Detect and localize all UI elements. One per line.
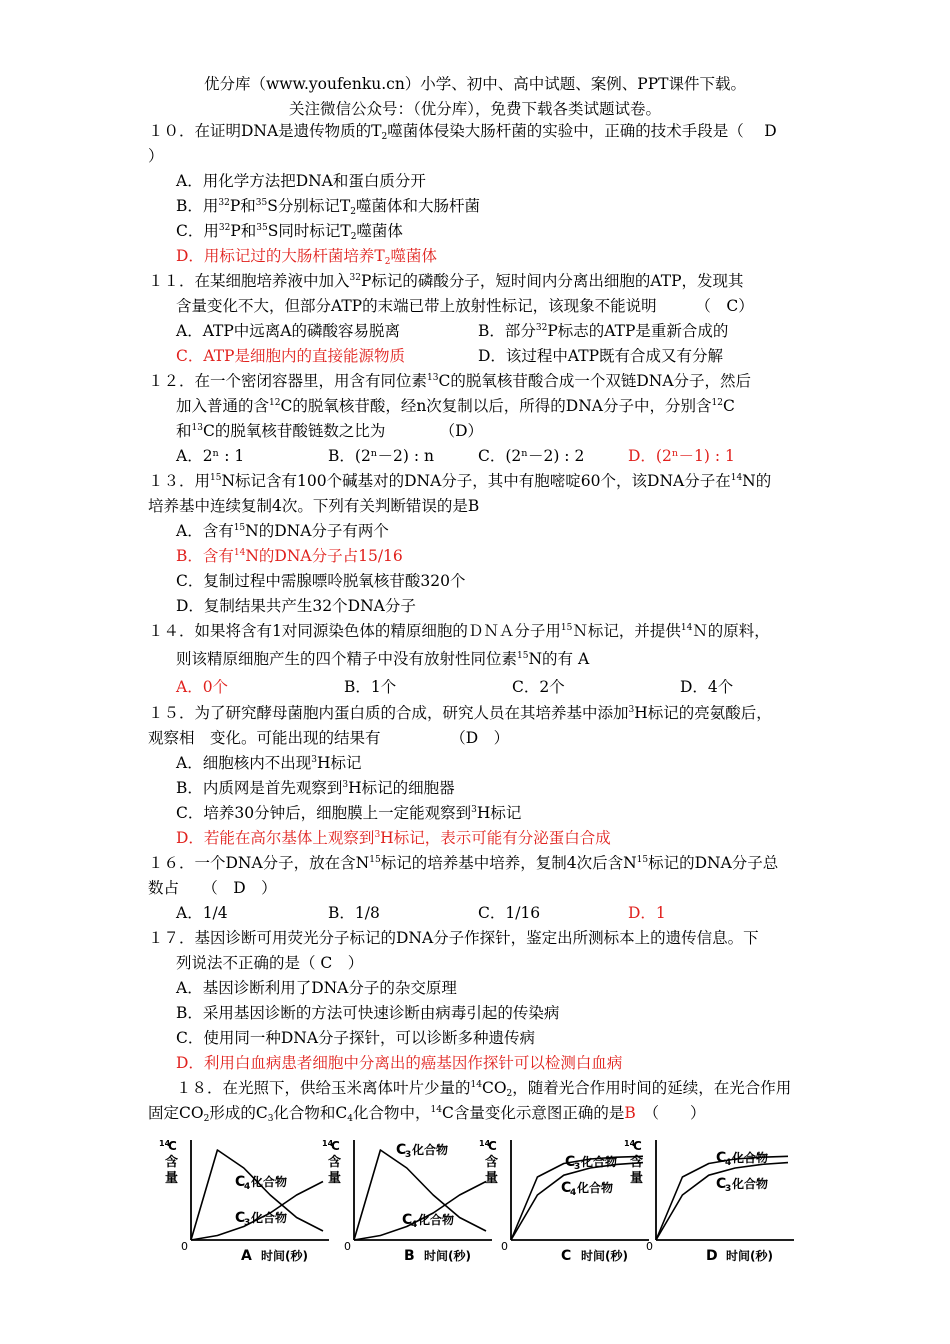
q18-stem-cont: 固定$CO_2$形成的$C_3$化合物和$C_4$化合物中，$^{14}$C含量变化示意图正确的是B （ ） [148,1104,706,1124]
series-line-1 [656,1156,788,1240]
y-axis-label-c: C [488,1139,497,1153]
q18-stem: １８．在光照下，供给玉米离体叶片少量的$^{14}CO_2$，随着光合作用时间的延续，在光合作用 [176,1079,792,1099]
panel-letter: B [404,1248,415,1262]
panel-letter: A [241,1248,252,1262]
series-label-c4-text: 化合物 [251,1175,288,1189]
series-label-c3-sub: 3 [574,1162,581,1172]
x-axis-label: 时间(秒) [581,1249,628,1262]
q11-option-a: A．ATP中远离A的磷酸容易脱离 [176,322,401,340]
q14-option-c: C．2个 [512,678,565,696]
series-label-c4-sub: 4 [570,1188,577,1198]
y-axis-label-char1: 含 [328,1155,342,1170]
series-label-c3-letter: C [235,1210,246,1226]
chart-panel-a [155,1132,335,1262]
series-line-1 [191,1150,323,1240]
series-label-c4-sub: 4 [411,1220,418,1230]
q17-option-d: D．利用白血病患者细胞中分离出的癌基因作探针可以检测白血病 [176,1054,623,1072]
series-label-c3-text: 化合物 [581,1155,618,1169]
series-label-c4-text: 化合物 [418,1213,455,1227]
q16-stem: １６．一个DNA分子，放在含$N^{15}$标记的培养基中培养，复制4次后含$N^{15}$标记的DNA分子总 [148,854,779,872]
q15-option-c: C．培养30分钟后，细胞膜上一定能观察到$^3$H标记 [176,804,522,822]
series-label-c3-sub: 3 [405,1150,412,1160]
y-axis-label-sup: 14 [624,1139,636,1148]
y-axis-label-sup: 14 [322,1139,334,1148]
q16-option-c: C．1/16 [478,904,541,922]
q17-stem-cont: 列说法不正确的是（ C ） [176,954,364,972]
y-axis-label-sup: 14 [479,1139,491,1148]
q13-stem: １３．用$^{15}$N标记含有100个碱基对的DNA分子，其中有胞嘧啶60个，该DNA分子在$^{14}$N的 [148,472,772,490]
q16-stem-cont: 数占 （ D ） [148,879,277,897]
series-label-c4-sub: 4 [725,1158,732,1168]
series-label-c3-letter: C [565,1154,576,1170]
q13-option-c: C．复制过程中需腺嘌呤脱氧核苷酸320个 [176,572,466,590]
origin-label: 0 [344,1240,351,1253]
q15-option-d: D．若能在高尔基体上观察到$^3$H标记，表示可能有分泌蛋白合成 [176,829,611,847]
y-axis-label-char2: 量 [485,1171,499,1186]
series-label-c3-text: 化合物 [251,1211,288,1225]
y-axis-label-char1: 含 [165,1155,179,1170]
y-axis-label-c: C [331,1139,340,1153]
q10-stem-cont: ） [148,147,164,165]
x-axis-label: 时间(秒) [726,1249,773,1262]
q10-option-d: D．用标记过的大肠杆菌培养$T_2$噬菌体 [176,247,438,267]
q13-option-b: B．含有$^{14}$N的DNA分子占15/16 [176,547,403,565]
series-label-c4-letter: C [561,1180,572,1196]
y-axis-label-char2: 量 [165,1171,179,1186]
q13-option-a: A．含有$^{15}$N的DNA分子有两个 [176,522,389,540]
series-label-c3-text: 化合物 [412,1143,449,1157]
q18-answer: B [624,1104,636,1122]
q12-option-c: C．(2ⁿ－2) : 2 [478,447,585,465]
q16-option-d: D．1 [628,904,666,922]
q14-stem: １４．如果将含有1对同源染色体的精原细胞的ＤＮＡ分子用$^{15}$Ｎ标记，并提供$^{14}$Ｎ的原料， [148,622,770,640]
q10-option-a: A．用化学方法把DNA和蛋白质分开 [176,172,426,190]
series-label-c4-text: 化合物 [732,1151,769,1165]
series-label-c3-letter: C [396,1142,407,1158]
series-label-c4-letter: C [402,1212,413,1228]
y-axis-label-char2: 量 [328,1171,342,1186]
q16-option-b: B．1/8 [328,904,380,922]
q17-option-a: A．基因诊断利用了DNA分子的杂交原理 [176,979,457,997]
q14-option-d: D．4个 [680,678,734,696]
y-axis-label-c: C [633,1139,642,1153]
y-axis-label-char1: 含 [485,1155,499,1170]
q11-stem: １１．在某细胞培养液中加入$^{32}$P标记的磷酸分子，短时间内分离出细胞的ATP，发现其 [148,272,744,290]
q11-stem-cont: 含量变化不大，但部分ATP的末端已带上放射性标记，该现象不能说明 （ C） [176,297,754,315]
q10-stem: １０．在证明DNA是遗传物质的$T_2$噬菌体侵染大肠杆菌的实验中，正确的技术手段是（ D [148,122,777,142]
q15-stem: １５．为了研究酵母菌胞内蛋白质的合成，研究人员在其培养基中添加$^3$H标记的亮氨酸后， [148,704,772,722]
q13-stem-cont: 培养基中连续复制4次。下列有关判断错误的是B [148,497,480,515]
y-axis-label-char2: 量 [630,1171,644,1186]
q15-option-b: B．内质网是首先观察到$^3$H标记的细胞器 [176,779,455,797]
series-label-c3-sub: 3 [725,1184,732,1194]
y-axis-label-sup: 14 [159,1139,171,1148]
q15-option-a: A．细胞核内不出现$^3$H标记 [176,754,362,772]
panel-letter: D [706,1248,718,1262]
q17-stem: １７．基因诊断可用荧光分子标记的DNA分子作探针，鉴定出所测标本上的遗传信息。下 [148,929,759,947]
series-label-c4-text: 化合物 [577,1181,614,1195]
origin-label: 0 [501,1240,508,1253]
q17-option-b: B．采用基因诊断的方法可快速诊断由病毒引起的传染病 [176,1004,560,1022]
series-label-c3-letter: C [716,1176,727,1192]
q12-stem-cont-1: 加入普通的含$^{12}$C的脱氧核苷酸，经n次复制以后，所得的DNA分子中，分别含$^{12}$C [176,397,735,415]
y-axis-label-c: C [168,1139,177,1153]
header-line-2: 关注微信公众号：（优分库），免费下载各类试题试卷。 [288,100,661,118]
q11-option-b: B．部分$^{32}$P标志的ATP是重新合成的 [478,322,729,340]
q11-option-c: C．ATP是细胞内的直接能源物质 [176,347,405,365]
q14-option-b: B．1个 [344,678,397,696]
series-label-c4-letter: C [716,1150,727,1166]
q10-option-b: B．用$^{32}$P和$^{35}$S分别标记$T_2$噬菌体和大肠杆菌 [176,197,480,217]
q13-option-d: D．复制结果共产生32个DNA分子 [176,597,416,615]
q12-stem: １２．在一个密闭容器里，用含有同位素$^{13}$C的脱氧核苷酸合成一个双链DNA分子，然后 [148,372,752,390]
q12-option-b: B．(2ⁿ－2) : n [328,447,434,465]
q10-option-c: C．用$^{32}$P和$^{35}$S同时标记$T_2$噬菌体 [176,222,403,242]
origin-label: 0 [181,1240,188,1253]
q14-option-a: A．0个 [176,678,229,696]
q11-option-d: D．该过程中ATP既有合成又有分解 [478,347,724,365]
series-label-c4-sub: 4 [244,1182,251,1192]
q16-option-a: A．1/4 [176,904,228,922]
y-axis-label-char1: 含 [630,1155,644,1170]
chart-panel-d [620,1132,800,1262]
header-line-1: 优分库（www.youfenku.cn）小学、初中、高中试题、案例、PPT课件下载。 [203,75,747,93]
q12-stem-cont-2: 和$^{13}$C的脱氧核苷酸链数之比为 （D） [176,422,484,440]
q17-option-c: C．使用同一种DNA分子探针，可以诊断多种遗传病 [176,1029,536,1047]
x-axis-label: 时间(秒) [261,1249,308,1262]
q12-option-a: A．2ⁿ : 1 [176,447,245,465]
origin-label: 0 [646,1240,653,1253]
series-label-c3-sub: 3 [244,1218,251,1228]
series-line-2 [354,1182,486,1241]
series-label-c4-letter: C [235,1174,246,1190]
panel-letter: C [561,1248,572,1262]
chart-panel-b [318,1132,498,1262]
x-axis-label: 时间(秒) [424,1249,471,1262]
q14-stem-cont: 则该精原细胞产生的四个精子中没有放射性同位素$^{15}$N的有 A [176,650,590,668]
q12-option-d: D．(2ⁿ－1) : 1 [628,447,735,465]
series-label-c3-text: 化合物 [732,1177,769,1191]
series-line-2 [656,1163,788,1240]
q15-stem-cont: 观察相 变化。可能出现的结果有 （D ） [148,729,510,747]
